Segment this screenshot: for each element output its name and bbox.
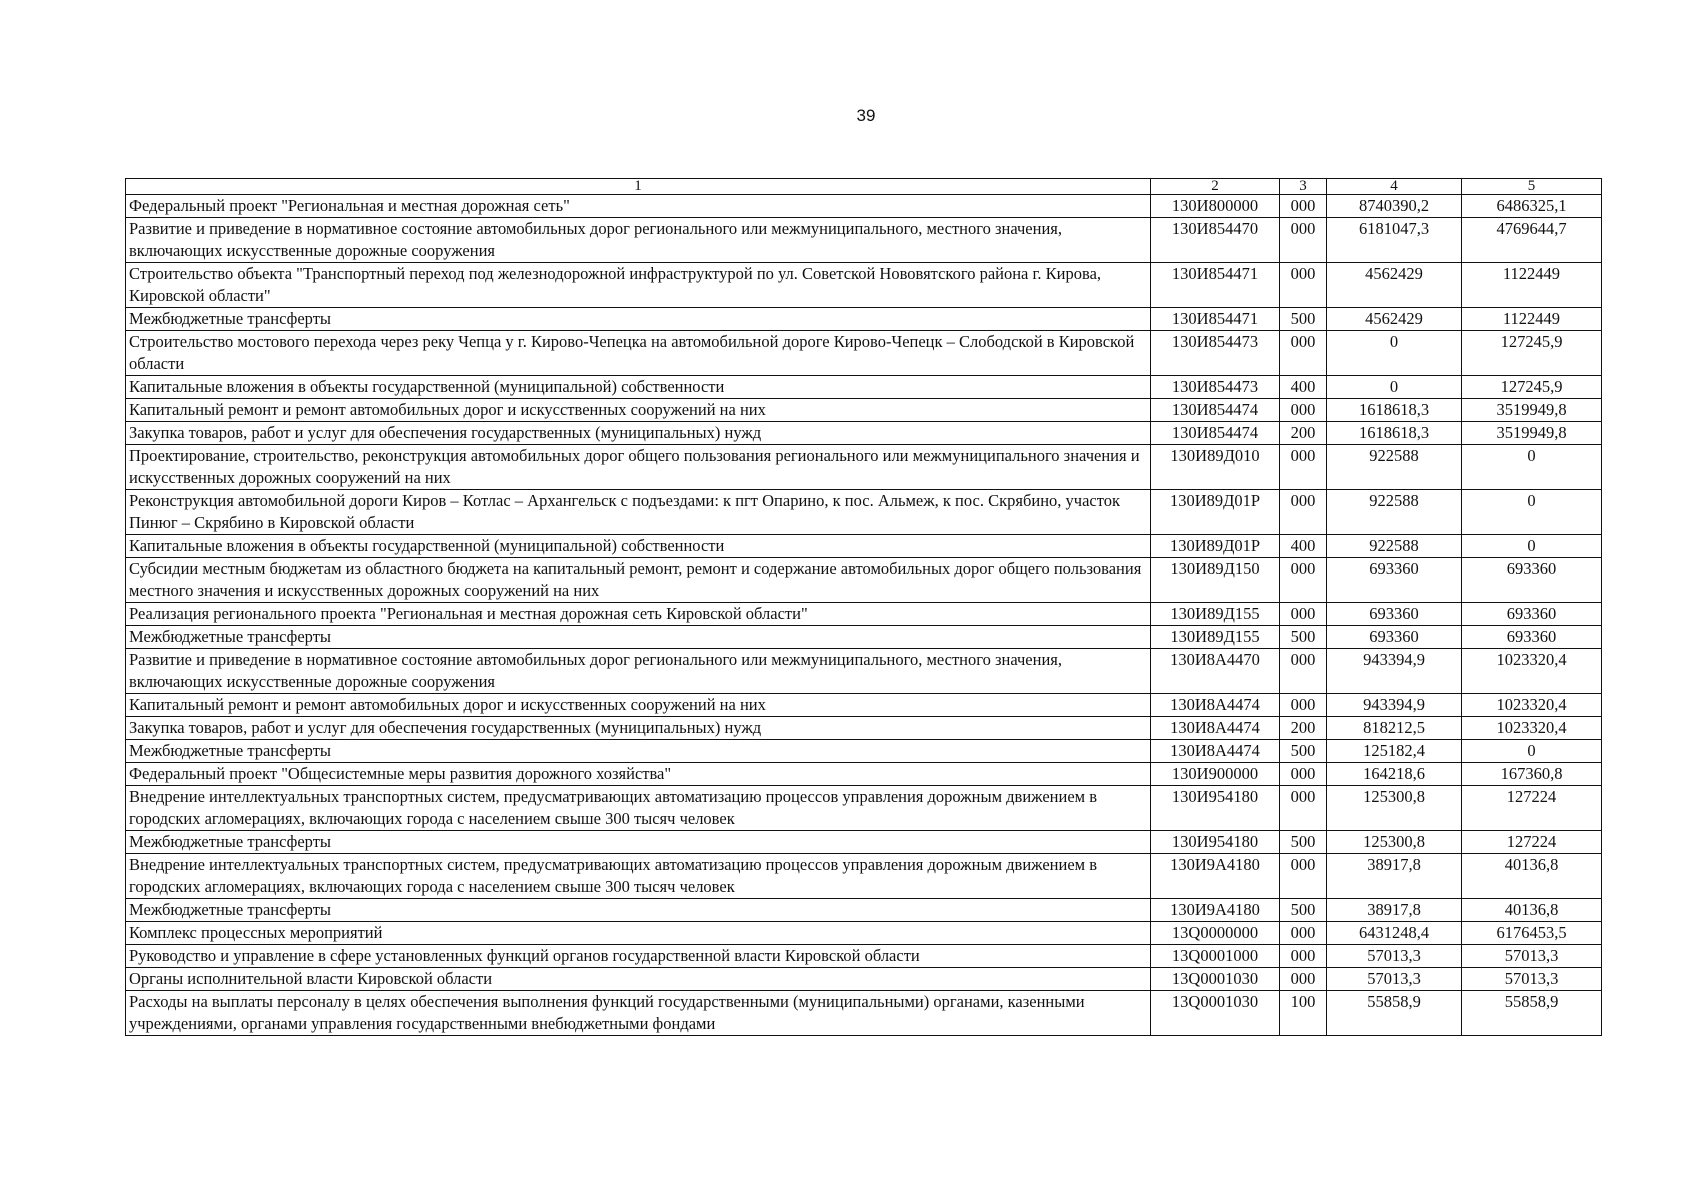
- row-expense-type: 500: [1280, 899, 1327, 922]
- row-expense-type: 400: [1280, 535, 1327, 558]
- row-expense-type: 000: [1280, 399, 1327, 422]
- row-value-col4: 4562429: [1327, 263, 1462, 308]
- row-code: 130И854474: [1151, 399, 1280, 422]
- row-name: Межбюджетные трансферты: [126, 831, 1151, 854]
- row-expense-type: 000: [1280, 786, 1327, 831]
- row-code: 13Q0001000: [1151, 945, 1280, 968]
- row-name: Капитальный ремонт и ремонт автомобильных дорог и искусственных сооружений на них: [126, 399, 1151, 422]
- row-value-col4: 0: [1327, 331, 1462, 376]
- row-expense-type: 400: [1280, 376, 1327, 399]
- row-name: Строительство объекта "Транспортный переход под железнодорожной инфраструктурой по ул. Советской Нововятского района г. Кирова, Кировской области": [126, 263, 1151, 308]
- row-value-col5: 6486325,1: [1462, 195, 1602, 218]
- header-row: [126, 179, 1602, 195]
- row-code: 130И800000: [1151, 195, 1280, 218]
- header-col-2: 2: [1151, 179, 1280, 195]
- row-expense-type: 000: [1280, 945, 1327, 968]
- row-expense-type: 200: [1280, 422, 1327, 445]
- row-value-col5: 4769644,7: [1462, 218, 1602, 263]
- row-value-col5: 3519949,8: [1462, 399, 1602, 422]
- row-value-col5: 127224: [1462, 831, 1602, 854]
- row-code: 130И89Д155: [1151, 626, 1280, 649]
- row-value-col5: 55858,9: [1462, 991, 1602, 1036]
- row-name: Реализация регионального проекта "Региональная и местная дорожная сеть Кировской области": [126, 603, 1151, 626]
- table-row: [126, 376, 1602, 399]
- table-row: [126, 649, 1602, 694]
- row-name: Субсидии местным бюджетам из областного бюджета на капитальный ремонт, ремонт и содержание автомобильных дорог общего пользования местного значения и искусственных дорожных сооружений на них: [126, 558, 1151, 603]
- row-code: 130И9А4180: [1151, 854, 1280, 899]
- row-value-col4: 922588: [1327, 535, 1462, 558]
- row-value-col4: 55858,9: [1327, 991, 1462, 1036]
- row-name: Федеральный проект "Общесистемные меры развития дорожного хозяйства": [126, 763, 1151, 786]
- row-name: Внедрение интеллектуальных транспортных систем, предусматривающих автоматизацию процессов управления дорожным движением в городских агломерациях, включающих города с населением свыше 300 тысяч человек: [126, 854, 1151, 899]
- page-number: 39: [856, 106, 876, 125]
- row-code: 13Q0000000: [1151, 922, 1280, 945]
- row-code: 13Q0001030: [1151, 991, 1280, 1036]
- row-value-col4: 922588: [1327, 445, 1462, 490]
- row-value-col4: 1618618,3: [1327, 422, 1462, 445]
- row-name: Органы исполнительной власти Кировской области: [126, 968, 1151, 991]
- row-value-col5: 0: [1462, 740, 1602, 763]
- row-code: 130И900000: [1151, 763, 1280, 786]
- row-expense-type: 500: [1280, 308, 1327, 331]
- row-code: 130И8А4474: [1151, 717, 1280, 740]
- row-value-col4: 943394,9: [1327, 694, 1462, 717]
- row-value-col5: 1023320,4: [1462, 649, 1602, 694]
- row-name: Расходы на выплаты персоналу в целях обеспечения выполнения функций государственными (муниципальными) органами, казенными учреждениями, органами управления государственными внебюджетными фондами: [126, 991, 1151, 1036]
- row-expense-type: 000: [1280, 968, 1327, 991]
- row-value-col5: 693360: [1462, 626, 1602, 649]
- header-col-5: 5: [1462, 179, 1602, 195]
- table-row: [126, 694, 1602, 717]
- row-value-col4: 57013,3: [1327, 968, 1462, 991]
- row-expense-type: 000: [1280, 195, 1327, 218]
- row-expense-type: 000: [1280, 218, 1327, 263]
- row-value-col5: 6176453,5: [1462, 922, 1602, 945]
- row-code: 13Q0001030: [1151, 968, 1280, 991]
- table-row: [126, 922, 1602, 945]
- row-value-col5: 1122449: [1462, 263, 1602, 308]
- row-value-col4: 6431248,4: [1327, 922, 1462, 945]
- row-value-col5: 0: [1462, 535, 1602, 558]
- row-code: 130И89Д01Р: [1151, 535, 1280, 558]
- row-code: 130И854470: [1151, 218, 1280, 263]
- row-value-col4: 0: [1327, 376, 1462, 399]
- row-expense-type: 000: [1280, 490, 1327, 535]
- row-expense-type: 500: [1280, 831, 1327, 854]
- table-row: [126, 763, 1602, 786]
- table-body: [126, 195, 1602, 1036]
- row-value-col4: 38917,8: [1327, 854, 1462, 899]
- table-row: [126, 535, 1602, 558]
- row-value-col4: 164218,6: [1327, 763, 1462, 786]
- row-value-col4: 8740390,2: [1327, 195, 1462, 218]
- table-row: [126, 490, 1602, 535]
- row-value-col4: 693360: [1327, 558, 1462, 603]
- row-value-col5: 57013,3: [1462, 945, 1602, 968]
- row-value-col5: 1023320,4: [1462, 717, 1602, 740]
- table-row: [126, 626, 1602, 649]
- table-row: [126, 422, 1602, 445]
- row-expense-type: 000: [1280, 694, 1327, 717]
- row-name: Межбюджетные трансферты: [126, 899, 1151, 922]
- row-value-col4: 1618618,3: [1327, 399, 1462, 422]
- row-value-col5: 693360: [1462, 558, 1602, 603]
- table-row: [126, 218, 1602, 263]
- table-row: [126, 399, 1602, 422]
- table-row: [126, 603, 1602, 626]
- row-code: 130И89Д010: [1151, 445, 1280, 490]
- row-value-col4: 818212,5: [1327, 717, 1462, 740]
- table-row: [126, 991, 1602, 1036]
- row-value-col5: 127245,9: [1462, 376, 1602, 399]
- budget-table: [125, 178, 1602, 1036]
- row-value-col4: 693360: [1327, 626, 1462, 649]
- row-name: Закупка товаров, работ и услуг для обеспечения государственных (муниципальных) нужд: [126, 422, 1151, 445]
- row-name: Межбюджетные трансферты: [126, 308, 1151, 331]
- row-name: Развитие и приведение в нормативное состояние автомобильных дорог регионального или межмуниципального, местного значения, включающих искусственные дорожные сооружения: [126, 218, 1151, 263]
- header-col-3: 3: [1280, 179, 1327, 195]
- row-code: 130И854473: [1151, 331, 1280, 376]
- row-value-col4: 4562429: [1327, 308, 1462, 331]
- row-value-col4: 922588: [1327, 490, 1462, 535]
- row-name: Развитие и приведение в нормативное состояние автомобильных дорог регионального или межмуниципального, местного значения, включающих искусственные дорожные сооружения: [126, 649, 1151, 694]
- row-name: Комплекс процессных мероприятий: [126, 922, 1151, 945]
- row-value-col4: 125300,8: [1327, 831, 1462, 854]
- row-code: 130И8А4474: [1151, 740, 1280, 763]
- row-value-col5: 0: [1462, 445, 1602, 490]
- row-value-col4: 57013,3: [1327, 945, 1462, 968]
- row-name: Закупка товаров, работ и услуг для обеспечения государственных (муниципальных) нужд: [126, 717, 1151, 740]
- row-value-col5: 40136,8: [1462, 854, 1602, 899]
- row-value-col5: 127224: [1462, 786, 1602, 831]
- row-value-col5: 167360,8: [1462, 763, 1602, 786]
- row-name: Межбюджетные трансферты: [126, 740, 1151, 763]
- row-code: 130И89Д150: [1151, 558, 1280, 603]
- table-row: [126, 854, 1602, 899]
- row-value-col5: 3519949,8: [1462, 422, 1602, 445]
- row-code: 130И954180: [1151, 831, 1280, 854]
- row-value-col5: 1023320,4: [1462, 694, 1602, 717]
- row-value-col5: 127245,9: [1462, 331, 1602, 376]
- row-value-col5: 0: [1462, 490, 1602, 535]
- row-name: Реконструкция автомобильной дороги Киров – Котлас – Архангельск с подъездами: к пгт Опарино, к пос. Альмеж, к пос. Скрябино, участок Пинюг – Скрябино в Кировской области: [126, 490, 1151, 535]
- table-row: [126, 899, 1602, 922]
- row-code: 130И89Д01Р: [1151, 490, 1280, 535]
- table-row: [126, 945, 1602, 968]
- row-expense-type: 100: [1280, 991, 1327, 1036]
- row-name: Проектирование, строительство, реконструкция автомобильных дорог общего пользования регионального или межмуниципального значения и искусственных дорожных сооружений на них: [126, 445, 1151, 490]
- row-expense-type: 000: [1280, 603, 1327, 626]
- row-value-col4: 125300,8: [1327, 786, 1462, 831]
- header-col-1: 1: [126, 179, 1151, 195]
- table-row: [126, 263, 1602, 308]
- row-value-col5: 40136,8: [1462, 899, 1602, 922]
- row-code: 130И854473: [1151, 376, 1280, 399]
- row-value-col5: 1122449: [1462, 308, 1602, 331]
- row-name: Федеральный проект "Региональная и местная дорожная сеть": [126, 195, 1151, 218]
- row-code: 130И854471: [1151, 308, 1280, 331]
- row-value-col4: 6181047,3: [1327, 218, 1462, 263]
- row-code: 130И89Д155: [1151, 603, 1280, 626]
- table-row: [126, 445, 1602, 490]
- row-name: Капитальный ремонт и ремонт автомобильных дорог и искусственных сооружений на них: [126, 694, 1151, 717]
- table-row: [126, 831, 1602, 854]
- row-expense-type: 000: [1280, 558, 1327, 603]
- row-code: 130И854471: [1151, 263, 1280, 308]
- row-expense-type: 200: [1280, 717, 1327, 740]
- row-value-col5: 693360: [1462, 603, 1602, 626]
- row-expense-type: 500: [1280, 740, 1327, 763]
- row-name: Строительство мостового перехода через реку Чепца у г. Кирово-Чепецка на автомобильной дороге Кирово-Чепецк – Слободской в Кировской области: [126, 331, 1151, 376]
- table-row: [126, 717, 1602, 740]
- row-expense-type: 000: [1280, 445, 1327, 490]
- table-row: [126, 195, 1602, 218]
- row-expense-type: 000: [1280, 263, 1327, 308]
- table-row: [126, 558, 1602, 603]
- row-name: Капитальные вложения в объекты государственной (муниципальной) собственности: [126, 376, 1151, 399]
- row-value-col4: 38917,8: [1327, 899, 1462, 922]
- row-name: Межбюджетные трансферты: [126, 626, 1151, 649]
- table-row: [126, 968, 1602, 991]
- row-expense-type: 500: [1280, 626, 1327, 649]
- row-value-col5: 57013,3: [1462, 968, 1602, 991]
- row-name: Внедрение интеллектуальных транспортных систем, предусматривающих автоматизацию процессов управления дорожным движением в городских агломерациях, включающих города с населением свыше 300 тысяч человек: [126, 786, 1151, 831]
- row-code: 130И8А4474: [1151, 694, 1280, 717]
- row-code: 130И954180: [1151, 786, 1280, 831]
- row-value-col4: 693360: [1327, 603, 1462, 626]
- row-value-col4: 125182,4: [1327, 740, 1462, 763]
- row-expense-type: 000: [1280, 922, 1327, 945]
- row-expense-type: 000: [1280, 331, 1327, 376]
- row-expense-type: 000: [1280, 854, 1327, 899]
- row-code: 130И9А4180: [1151, 899, 1280, 922]
- row-expense-type: 000: [1280, 763, 1327, 786]
- row-expense-type: 000: [1280, 649, 1327, 694]
- table-row: [126, 786, 1602, 831]
- row-name: Капитальные вложения в объекты государственной (муниципальной) собственности: [126, 535, 1151, 558]
- row-code: 130И8А4470: [1151, 649, 1280, 694]
- table-row: [126, 308, 1602, 331]
- row-value-col4: 943394,9: [1327, 649, 1462, 694]
- table-row: [126, 331, 1602, 376]
- row-code: 130И854474: [1151, 422, 1280, 445]
- row-name: Руководство и управление в сфере установленных функций органов государственной власти Кировской области: [126, 945, 1151, 968]
- table-row: [126, 740, 1602, 763]
- header-col-4: 4: [1327, 179, 1462, 195]
